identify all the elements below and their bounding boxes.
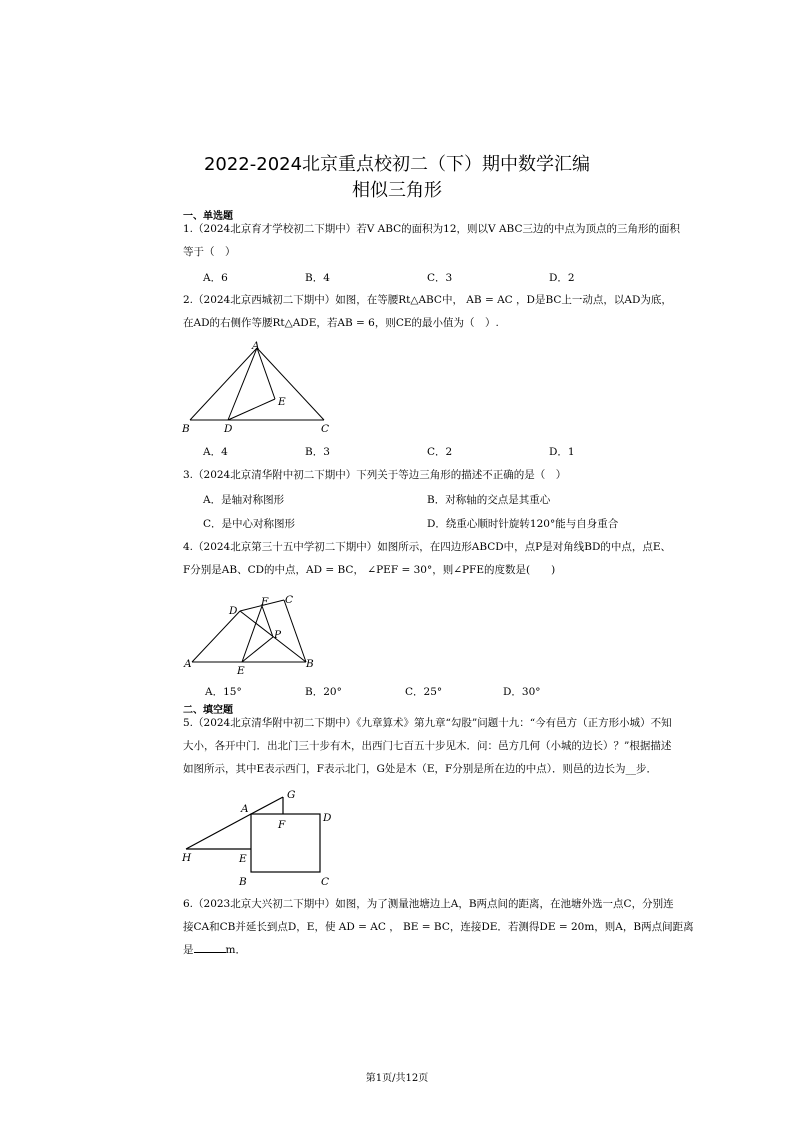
question-4-line-2: F分别是AB、CD的中点，AD = BC， ∠PEF = 30°，则∠PFE的度数是( ) (183, 564, 556, 576)
q2-label-a: A (252, 340, 260, 352)
question-2 (183, 289, 763, 335)
answer-blank (194, 940, 226, 953)
question-6-line-3-suffix: m． (225, 944, 246, 956)
q2-label-c: C (321, 423, 330, 435)
question-3-option-c: C．是中心对称图形 (203, 518, 296, 530)
q5-label-c: C (321, 876, 330, 888)
question-3-option-d: D．绕重心顺时针旋转120°能与自身重合 (427, 518, 619, 530)
q5-label-f: F (278, 819, 286, 831)
question-2-figure (178, 338, 338, 438)
q4-label-p: P (274, 629, 282, 641)
section-heading-fill-in: 二、填空题 (183, 705, 233, 716)
question-1-line-2: 等于（ ） (183, 246, 236, 258)
question-6-line-3 (183, 939, 763, 962)
question-4 (183, 536, 763, 582)
q2-label-b: B (182, 423, 190, 435)
q5-label-d: D (323, 812, 332, 824)
question-1-line-1: 1.（2024北京育才学校初二下期中）若V ABC的面积为12，则以V ABC三边的中点为顶点的三角形的面积 (183, 223, 680, 235)
question-4-option-b: B．20° (305, 686, 342, 698)
q4-label-f: F (261, 596, 269, 608)
question-6 (183, 893, 763, 962)
question-4-option-a: A．15° (205, 686, 242, 698)
question-2-line-2: 在AD的右侧作等腰Rt△ADE，若AB = 6，则CE的最小值为（ ）. (183, 317, 499, 329)
question-1-option-a: A．6 (203, 272, 228, 284)
question-4-option-c: C．25° (405, 686, 443, 698)
q4-label-e: E (237, 665, 245, 677)
question-2-option-c: C．2 (427, 446, 453, 458)
question-2-option-a: A．4 (203, 446, 228, 458)
question-1 (183, 218, 763, 264)
question-4-line-1: 4.（2024北京第三十五中学初二下期中）如图所示，在四边形ABCD中，点P是对角线BD的中点，点E、 (183, 541, 672, 553)
question-5-figure (178, 783, 348, 893)
question-4-figure (178, 590, 323, 680)
q5-label-h: H (182, 852, 192, 864)
q4-label-b: B (306, 658, 314, 670)
question-2-option-d: D．1 (549, 446, 575, 458)
document-subtitle: 相似三角形 (352, 180, 442, 201)
question-3-option-a: A．是轴对称图形 (203, 494, 285, 506)
question-3 (183, 464, 763, 487)
question-6-line-1: 6.（2023北京大兴初二下期中）如图，为了测量池塘边上A，B两点间的距离，在池塘外选一点C，分别连 (183, 898, 674, 910)
section-heading-single-choice: 一、单选题 (183, 211, 233, 222)
question-5-line-1: 5.（2024北京清华附中初二下期中）《九章算术》第九章“勾股”问题十九：“今有邑方（正方形小城）不知 (183, 717, 672, 729)
q2-label-d: D (224, 423, 233, 435)
q5-label-a: A (241, 803, 249, 815)
question-5 (183, 712, 763, 781)
question-2-option-b: B．3 (305, 446, 330, 458)
question-1-option-b: B．4 (305, 272, 330, 284)
document-title: 2022-2024北京重点校初二（下）期中数学汇编 (203, 154, 591, 175)
question-1-option-d: D．2 (549, 272, 575, 284)
q5-label-b: B (239, 876, 247, 888)
q5-label-g: G (287, 789, 296, 801)
question-5-line-3: 如图所示，其中E表示西门，F表示北门，G处是木（E，F分别是所在边的中点）．则邑的边长为__步． (183, 763, 658, 775)
q5-label-e: E (239, 853, 247, 865)
q2-label-e: E (278, 396, 286, 408)
question-5-line-2: 大小，各开中门．出北门三十步有木，出西门七百五十步见木．问：邑方几何（小城的边长）？”根据描述 (183, 740, 672, 752)
q4-label-c: C (285, 594, 294, 606)
question-4-option-d: D．30° (503, 686, 541, 698)
question-6-line-3-prefix: 是 (183, 944, 194, 956)
question-6-line-2: 接CA和CB并延长到点D，E，使 AD = AC ， BE = BC，连接DE．若测得DE = 20m，则A，B两点间距离 (183, 921, 694, 933)
q4-label-d: D (229, 605, 238, 617)
page-footer: 第1页/共12页 (365, 1073, 429, 1084)
question-3-option-b: B．对称轴的交点是其重心 (427, 494, 551, 506)
q4-label-a: A (184, 658, 192, 670)
question-2-line-1: 2.（2024北京西城初二下期中）如图，在等腰Rt△ABC中， AB = AC ，D是BC上一动点，以AD为底， (183, 294, 672, 306)
question-3-line-1: 3.（2024北京清华附中初二下期中）下列关于等边三角形的描述不正确的是（ ） (183, 469, 567, 481)
question-1-option-c: C．3 (427, 272, 453, 284)
